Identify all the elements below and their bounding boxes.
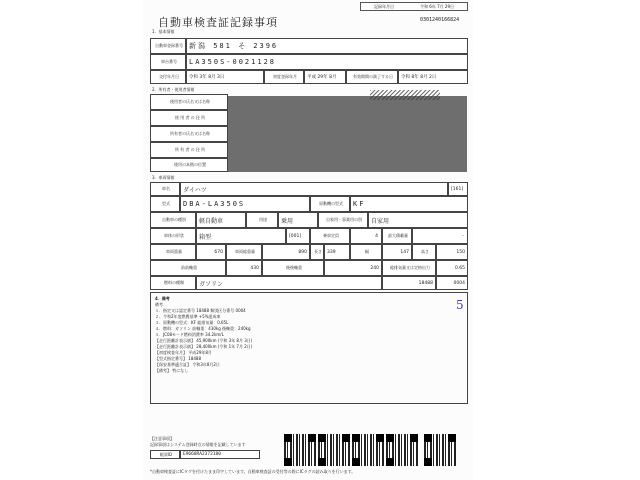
model-value: DBA-LA350S (180, 196, 310, 212)
owner-name-label: 所有者の氏名又は名称 (150, 126, 228, 142)
fuel-label: 燃料の種類 (150, 276, 196, 290)
user-name-label: 使用者の氏名又は名称 (150, 94, 228, 110)
first-reg-label: 初度登録年月 (264, 70, 304, 84)
reg-number-value: 新潟 581 そ 2396 (186, 38, 468, 54)
remark-line: 【備考】 特になし (155, 368, 189, 373)
length-label: 長さ (310, 244, 324, 260)
form-id-label: 帳票ID (150, 450, 180, 459)
height-value: 150 (436, 244, 468, 260)
max-load-value: - (412, 228, 468, 244)
notes-text: 記録事項はシステム登録時点の情報を記載しています (150, 442, 246, 447)
remarks-heading: 4．備考 (155, 296, 170, 301)
fuel-value: ガソリン (196, 276, 382, 290)
form-id-value: E9668RA2372180 (180, 450, 260, 459)
body-label: 車体の形状 (150, 228, 196, 244)
qr-code-5 (424, 434, 456, 466)
remarks-section (150, 292, 468, 404)
remark-line: ３．原動機の型式：KF 総排気量：0.65L (155, 320, 229, 325)
qr-code-4 (386, 434, 418, 466)
qr-code-2 (318, 434, 350, 466)
max-load-label: 最大積載量 (382, 228, 412, 244)
gross-label: 車両総重量 (226, 244, 262, 260)
remark-line: 【走行距離計表示値】 28,400km (令和 1年 7月 2日) (155, 344, 253, 349)
handwritten-mark: 5 (456, 298, 464, 312)
capacity-value: 4 (350, 228, 382, 244)
redacted-area (228, 96, 467, 172)
use-label: 用途 (246, 212, 278, 228)
remark-line: ４．燃料：ガソリン 前軸重：430kg 後軸重：240kg (155, 326, 251, 331)
maker-code: [161] (448, 182, 468, 196)
owner-address-label: 所 有 者 の 住 所 (150, 142, 228, 158)
record-date-box (360, 2, 468, 11)
serial-number: 0301240166824 (420, 17, 460, 23)
remark-line: ５．JC08モード燃料消費率 34.2km/L (155, 332, 224, 337)
remark-line: 【保安基準適合証】 令和3年8月2日 (155, 362, 220, 367)
width-value: 147 (382, 244, 412, 260)
expiry-value: 令和 8年 8月 2日 (398, 70, 468, 84)
gross-value: 890 (262, 244, 310, 260)
chassis-number-label: 車台番号 (150, 54, 186, 70)
length-value: 339 (324, 244, 350, 260)
rear-axle-value: 240 (324, 260, 382, 276)
user-address-label: 使 用 者 の 住 所 (150, 110, 228, 126)
record-date-value: 令和 6年 7月 29日 (420, 3, 454, 9)
class-label: 自家用・事業用の別 (318, 212, 368, 228)
displacement-label: 総排気量又は定格出力 (382, 260, 436, 276)
issue-date-value: 令和 3年 8月 3日 (186, 70, 264, 84)
class-number: 0004 (436, 276, 468, 290)
chassis-number-value: LA350S-0021128 (186, 54, 468, 70)
height-label: 高さ (412, 244, 436, 260)
remark-line: 【型式指定番号】 18488 (155, 356, 201, 361)
width-label: 幅 (350, 244, 382, 260)
type-number: 18488 (382, 276, 436, 290)
scribble-mark (370, 90, 440, 100)
maker-value: ダイハツ (180, 182, 448, 196)
maker-label: 車名 (150, 182, 180, 196)
first-reg-value: 平成 29年 8月 (304, 70, 346, 84)
qr-code-3 (352, 434, 384, 466)
remark-line: 【初度検査年月】 平成29年8月 (155, 350, 212, 355)
class-value: 自家用 (368, 212, 468, 228)
remark-line: ２．令和2年度燃費基準 +5%達成車 (155, 314, 221, 319)
body-value: 箱型 (196, 228, 286, 244)
reg-number-label: 自動車登録番号 (150, 38, 186, 54)
section1-heading: 1．基本情報 (152, 29, 175, 34)
weight-value: 670 (196, 244, 226, 260)
engine-value: KF (350, 196, 468, 212)
front-axle-label: 前前軸重 (150, 260, 226, 276)
kind-label: 自動車の種別 (150, 212, 196, 228)
displacement-value: 0.65 (436, 260, 468, 276)
qr-code-1 (284, 434, 316, 466)
document-title: 自動車検査証記録事項 (158, 16, 278, 29)
bottom-note: *自動車検査証にICタグを付けたまま印字しています。自動車検査証の受付等の際にICタグの読み取りを行います。 (150, 469, 356, 474)
record-date-label: 記録年月日 (374, 3, 394, 9)
front-axle-value: 430 (226, 260, 262, 276)
body-code: [001] (286, 228, 310, 244)
capacity-label: 乗車定員 (310, 228, 350, 244)
model-label: 型式 (150, 196, 180, 212)
base-location-label: 使用の本拠の位置 (150, 158, 228, 172)
remark-line: １．指定又は認定番号 18488 類別区分番号 0004 (155, 308, 246, 313)
section3-heading: 3．車両情報 (152, 175, 175, 180)
kind-value: 軽自動車 (196, 212, 246, 228)
expiry-label: 有効期間の満了する日 (346, 70, 398, 84)
issue-date-label: 交付年月日 (150, 70, 186, 84)
remark-line: 備考 (155, 302, 163, 307)
use-value: 乗用 (278, 212, 318, 228)
section2-heading: 2．所有者・使用者情報 (152, 87, 195, 92)
notes-heading: 【注意事項】 (150, 436, 174, 441)
remark-line: 【走行距離計表示値】 45,900km (令和 3年 8月 3日) (155, 338, 253, 343)
weight-label: 車両重量 (150, 244, 196, 260)
rear-axle-label: 後後軸重 (262, 260, 324, 276)
engine-label: 原動機の型式 (310, 196, 350, 212)
